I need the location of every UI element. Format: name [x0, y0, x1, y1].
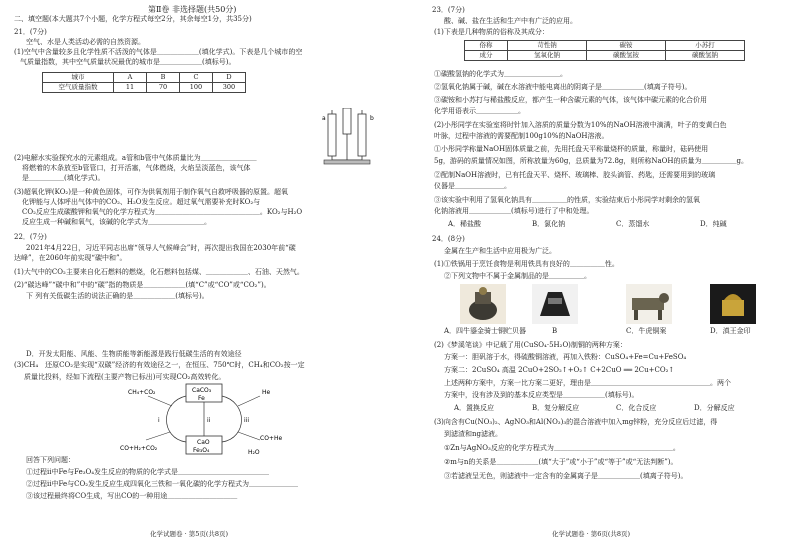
choice-b: B．氯化钠	[532, 220, 566, 228]
type-option-a: A．置换反应	[454, 404, 495, 412]
table-header-cell: D	[213, 73, 246, 83]
co2-conversion-flow-diagram	[120, 382, 290, 460]
q24-part3-line2: 到滤渣和ng滤液。	[444, 430, 502, 438]
q23-part2-line6: 仪器是＿＿＿＿＿＿＿。	[434, 182, 511, 190]
q21-part3-line4: 反应生成一种碱和氧气，该碱的化学式为＿＿＿＿＿＿＿＿。	[22, 218, 211, 226]
q21-part1-line2: 气质量指数，其中空气质量状况最优的城市是＿＿＿＿＿＿(填标号)。	[20, 58, 236, 66]
q23-part2-line4: 5g，游码的质量情况如图，所称放量为60g，总质量为72.8g，则所称NaOH的质量为＿＿＿＿＿g。	[434, 157, 749, 165]
q24-part3-sub3: ③若滤液呈无色，则滤液中一定含有的金属离子是＿＿＿＿＿＿(填离子符号)。	[444, 472, 688, 480]
diagram-left-input: CH₄+CO₂	[128, 389, 156, 396]
right-page	[404, 0, 794, 548]
q21-part2-line3: 是＿＿＿＿＿(填化学式)。	[22, 174, 105, 182]
section-header: 第Ⅱ卷 非选择题(共50分)	[148, 5, 237, 14]
table-header-cell: 城市	[43, 73, 114, 83]
type-option-d: D．分解反应	[694, 404, 735, 412]
table-header-cell: C	[180, 73, 213, 83]
q22-intro-line1: 2021年4月22日，习近平同志出席“领导人气候峰会”时，再次提出我国在2030年前“碳	[26, 244, 296, 252]
diagram-box-bottom-line1: CaO	[197, 439, 210, 446]
tube-a-label: a	[322, 115, 326, 122]
king-of-dian-gold-seal-image	[710, 284, 756, 324]
q22-option-d: D．开发太阳能、风能、生物质能等新能源是践行低碳生活的有效途径	[26, 350, 242, 358]
tube-b-label: b	[370, 115, 374, 122]
q23-part2-line1: (2)小彤同学在实验室将时针加入溶质的质量分数为10%的NaOH溶液中滴满，叶子的变黄白色	[434, 121, 727, 129]
page-footer: 化学试题卷 · 第5页(共8页)	[150, 530, 229, 538]
diagram-step-iii: iii	[244, 417, 250, 424]
table-cell: 碳酸氢铵	[587, 51, 666, 61]
q23-sub-c-line1: ③碳铵和小苏打与稀盐酸反应，都产生一种含碳元素的气体，该气体中碳元素的化合价用	[434, 96, 707, 104]
table-cell: 成分	[465, 51, 508, 61]
q21-number: 21．(7分)	[14, 28, 47, 36]
q22-number: 22．(7分)	[14, 233, 47, 241]
table-header-cell: B	[147, 73, 180, 83]
common-names-table	[464, 40, 745, 61]
artifact-c-caption: C．牛虎铜案	[626, 327, 667, 335]
table-cell: 100	[180, 83, 213, 93]
diagram-right-output: CO+He	[260, 435, 283, 442]
table-cell: 70	[147, 83, 180, 93]
table-cell: 11	[114, 83, 147, 93]
section-instructions: 二、填空题(本大题共7个小题，化学方程式每空2分，其余每空1分，共35分)	[14, 15, 252, 23]
q24-number: 24．(8分)	[432, 235, 465, 243]
q24-part3-sub2: ②m与n的关系是＿＿＿＿＿＿(填“大于”或“小于”或“等于”或“无法判断”)。	[444, 458, 678, 466]
page-footer: 化学试题卷 · 第6页(共8页)	[552, 530, 631, 538]
table-header-cell: 碳铵	[587, 41, 666, 51]
q24-part1b: ②下列文物中不属于金属制品的是＿＿＿＿＿。	[444, 272, 591, 280]
q23-intro: 酸、碱、盐在生活和生产中有广泛的应用。	[444, 17, 577, 25]
q24-intro: 金属在生产和生活中应用极为广泛。	[444, 247, 556, 255]
table-header-cell: A	[114, 73, 147, 83]
q23-number: 23．(7分)	[432, 6, 465, 14]
q21-part3-line1: (3)超氧化钾(KO₂)是一种黄色固体，可作为供氧剂用于制作氧气自救呼吸器的原置。超氧	[14, 188, 288, 196]
diagram-right-output-water: H₂O	[248, 449, 260, 456]
q21-intro: 空气、水是人类活动必需的自然资源。	[26, 38, 145, 46]
q23-part2-line3: ①小彤同学称量NaOH固体质量之前，先用托盘天平称量烧杯的质量，称量时，砝码使用	[434, 145, 709, 153]
artifact-b-caption: B	[552, 327, 558, 335]
diagram-box-top-line2: Fe	[198, 395, 205, 402]
choice-a: A．稀盐酸	[448, 220, 482, 228]
q22-part3-line2: 质量比投料，经如下流程(主要产物已标出)可实现CO₂高效转化。	[24, 373, 226, 381]
artifact-b-image	[532, 284, 578, 324]
q21-part2-line1: (2)电解水实验探究水的元素组成。a管和b管中气体质量比为＿＿＿＿＿＿＿＿	[14, 154, 257, 162]
q24-plan2: 方案二：2CuSO₄ 高温 2CuO+2SO₂↑+O₂↑ C+2CuO ══ 2Cu+CO₂↑	[444, 366, 675, 374]
q22-part1: (1)大气中的CO₂主要来自化石燃料的燃烧，化石燃料包括煤、＿＿＿＿＿＿、石油、天然气。	[14, 268, 304, 276]
q22-sub3: ③该过程最终将CO生成，写出CO的一种用途＿＿＿＿＿＿＿＿＿＿	[26, 492, 238, 500]
bronze-ox-tiger-table-image	[626, 284, 672, 324]
diagram-step-ii: ii	[207, 417, 211, 424]
artifact-a-caption: A．四牛鎏金骑士铜贮贝器	[444, 327, 527, 335]
q24-part2-reason: 上述两种方案中，方案一比方案二更好，理由是＿＿＿＿＿＿＿＿＿＿＿＿＿＿＿＿＿。两个	[444, 379, 731, 387]
table-header-cell: 小苏打	[666, 41, 745, 51]
table-header-cell: 俗称	[465, 41, 508, 51]
q22-sub1: ①过程ⅱ中Fe与Fe₃O₄发生反应的物质的化学式是＿＿＿＿＿＿＿＿＿＿＿＿＿	[26, 468, 270, 476]
table-cell: 氢氧化钠	[508, 51, 587, 61]
table-cell: 空气质量指数	[43, 83, 114, 93]
table-header-cell: 苛性钠	[508, 41, 587, 51]
choice-c: C．蒸馏水	[616, 220, 650, 228]
q22-intro-line2: 达峰”，在2060年前实现“碳中和”。	[14, 254, 127, 262]
q24-part3-line1: (3)向含有Cu(NO₃)₂、AgNO₃和Al(NO₃)₃的混合溶液中加入mg锌粉，充分反应后过滤，得	[434, 418, 718, 426]
q24-part3-sub1: ①Zn与AgNO₃反应的化学方程式为＿＿＿＿＿＿＿＿＿＿＿＿＿＿＿＿＿。	[444, 444, 680, 452]
q21-part3-line3: CO₂反应生成碳酸钾和氧气的化学方程式为＿＿＿＿＿＿＿＿＿＿＿＿＿＿＿。KO₂与H₂O	[22, 208, 303, 216]
q23-part2-line8: 化钠溶液用＿＿＿＿＿＿(填标号)进行了中和处理。	[434, 207, 594, 215]
q23-part2-line7: ③该实验中利用了氢氧化钠具有＿＿＿＿＿的性质，实验结束后小彤同学对剩余的氢氧	[434, 196, 700, 204]
bronze-cowrie-container-image	[460, 284, 506, 324]
q23-sub-a: ①碳酸氢钠的化学式为＿＿＿＿＿＿＿＿。	[434, 70, 567, 78]
q23-part1: (1)下表是几种物质的俗称及其成分：	[434, 28, 549, 36]
city-air-quality-table	[42, 72, 246, 93]
q22-sub2: ②过程ⅱ中Fe与CO₂发生反应生成四氧化三铁和一氧化碳的化学方程式为＿＿＿＿＿＿＿	[26, 480, 298, 488]
type-option-c: C．化合反应	[616, 404, 657, 412]
diagram-box-bottom-line2: Fe₃O₄	[193, 447, 210, 454]
table-cell: 300	[213, 83, 246, 93]
diagram-right-input: He	[262, 389, 271, 396]
q23-sub-c-line2: 化学用语表示＿＿＿＿＿＿。	[434, 107, 525, 115]
q24-plan1: 方案一：胆矾溶于水，得硫酸铜溶液，再加入铁粉：CuSO₄+Fe=Cu+FeSO₄	[444, 353, 687, 361]
choice-d: D．纯碱	[700, 220, 727, 228]
q23-part2-line2: 叶脉，过程中溶液的需要配制100g10%的NaOH溶液。	[434, 132, 609, 140]
q23-sub-b: ②氢氧化钠属于碱，碱在水溶液中能电离出的阴离子是＿＿＿＿＿＿(填离子符号)。	[434, 83, 692, 91]
q24-part1a: (1)①铁锅用于烹饪食物是利用铁具有良好的＿＿＿＿＿性。	[434, 260, 619, 268]
q21-part3-line2: 化钾能与人体呼出气体中的CO₂、H₂O发生反应。超过氧气需要补充时KO₂与	[22, 198, 261, 206]
q22-part2-line2: 下 列有关低碳生活的说法正确的是＿＿＿＿＿＿(填标号)。	[26, 292, 209, 300]
diagram-left-output: CO+H₂+CO₂	[120, 445, 158, 452]
q21-part1-line1: (1)空气中含量较多且化学性质不活泼的气体是＿＿＿＿＿＿(填化学式)。下表是几个城市的空	[14, 48, 303, 56]
table-cell: 碳酸氢钠	[666, 51, 745, 61]
diagram-box-top-line1: CaCO₃	[192, 387, 212, 394]
q23-part2-line5: ②配制NaOH溶液时，已有托盘天平、烧杯、玻璃棒、胶头滴管、药匙，还需要用到的玻璃	[434, 171, 716, 179]
q22-part2-line1: (2)“碳达峰”“碳中和”中的“碳”指的物质是＿＿＿＿＿＿(填“C”或“CO”或“CO₂”)。	[14, 281, 271, 289]
type-option-b: B．复分解反应	[532, 404, 580, 412]
q24-part2: (2)《梦溪笔谈》中记载了用(CuSO₄·5H₂O)制铜的两种方案：	[434, 341, 627, 349]
q21-part2-line2: 将燃着的木条放至b管管口，打开活塞，气体燃烧，火焰呈淡蓝色，该气体	[22, 164, 251, 172]
artifact-d-caption: D．滇王金印	[710, 327, 751, 335]
diagram-step-i: i	[158, 417, 160, 424]
q22-part3-line1: (3)CH₄ 还原CO₂是实现“双碳”经济的有效途径之一，在恒压、750℃时，CH₄和CO₂按一定	[14, 361, 305, 369]
electrolysis-apparatus-figure	[318, 108, 380, 166]
q22-answer-prompt: 回答下列问题：	[26, 456, 75, 464]
q24-part2-type: 方案中，没有涉及到的基本反应类型是＿＿＿＿＿＿(填标号)。	[444, 391, 639, 399]
